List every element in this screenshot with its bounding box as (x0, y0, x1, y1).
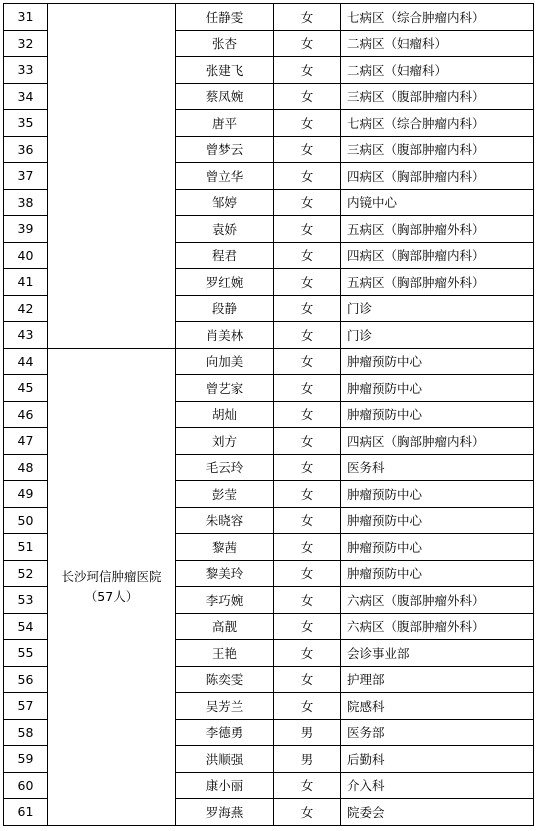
person-sex: 女 (274, 348, 341, 375)
person-sex: 女 (274, 428, 341, 455)
person-name: 胡灿 (176, 401, 274, 428)
person-name: 康小丽 (176, 772, 274, 799)
person-sex: 女 (274, 640, 341, 667)
person-department: 医务科 (341, 454, 534, 481)
hospital-cell-continued (48, 4, 176, 349)
person-name: 高靓 (176, 613, 274, 640)
person-sex: 女 (274, 666, 341, 693)
person-name: 张建飞 (176, 57, 274, 84)
person-department: 门诊 (341, 322, 534, 349)
person-name: 王艳 (176, 640, 274, 667)
person-sex: 女 (274, 375, 341, 402)
person-department: 肿瘤预防中心 (341, 348, 534, 375)
person-name: 毛云玲 (176, 454, 274, 481)
person-sex: 女 (274, 110, 341, 137)
person-sex: 女 (274, 57, 341, 84)
person-name: 曾立华 (176, 163, 274, 190)
person-name: 刘方 (176, 428, 274, 455)
person-sex: 女 (274, 534, 341, 561)
person-sex: 女 (274, 772, 341, 799)
person-name: 程君 (176, 242, 274, 269)
person-sex: 女 (274, 613, 341, 640)
person-department: 门诊 (341, 295, 534, 322)
row-number: 58 (4, 719, 48, 746)
person-department: 五病区（胸部肿瘤外科） (341, 269, 534, 296)
person-department: 肿瘤预防中心 (341, 401, 534, 428)
person-sex: 女 (274, 454, 341, 481)
person-department: 二病区（妇瘤科） (341, 57, 534, 84)
person-department: 四病区（胸部肿瘤内科） (341, 428, 534, 455)
row-number: 46 (4, 401, 48, 428)
person-department: 五病区（胸部肿瘤外科） (341, 216, 534, 243)
person-name: 罗红婉 (176, 269, 274, 296)
person-name: 蔡凤婉 (176, 83, 274, 110)
person-name: 袁娇 (176, 216, 274, 243)
row-number: 37 (4, 163, 48, 190)
row-number: 36 (4, 136, 48, 163)
person-name: 朱晓容 (176, 507, 274, 534)
person-sex: 女 (274, 560, 341, 587)
person-sex: 女 (274, 136, 341, 163)
hospital-cell (48, 348, 176, 825)
person-name: 罗海燕 (176, 799, 274, 826)
person-name: 段静 (176, 295, 274, 322)
row-number: 56 (4, 666, 48, 693)
person-name: 黎美玲 (176, 560, 274, 587)
person-sex: 女 (274, 83, 341, 110)
person-sex: 女 (274, 295, 341, 322)
person-department: 肿瘤预防中心 (341, 375, 534, 402)
person-department: 肿瘤预防中心 (341, 560, 534, 587)
row-number: 40 (4, 242, 48, 269)
person-department: 六病区（腹部肿瘤外科） (341, 587, 534, 614)
row-number: 31 (4, 4, 48, 31)
person-department: 七病区（综合肿瘤内科） (341, 110, 534, 137)
table-row (4, 348, 534, 375)
person-sex: 女 (274, 401, 341, 428)
person-department: 肿瘤预防中心 (341, 481, 534, 508)
person-sex: 女 (274, 799, 341, 826)
person-sex: 女 (274, 163, 341, 190)
row-number: 38 (4, 189, 48, 216)
person-department: 四病区（胸部肿瘤内科） (341, 242, 534, 269)
row-number: 48 (4, 454, 48, 481)
row-number: 42 (4, 295, 48, 322)
person-sex: 女 (274, 322, 341, 349)
row-number: 53 (4, 587, 48, 614)
row-number: 34 (4, 83, 48, 110)
person-sex: 女 (274, 693, 341, 720)
row-number: 55 (4, 640, 48, 667)
hospital-name: 长沙珂信肿瘤医院 (61, 568, 162, 584)
row-number: 59 (4, 746, 48, 773)
row-number: 33 (4, 57, 48, 84)
person-sex: 女 (274, 30, 341, 57)
person-name: 彭莹 (176, 481, 274, 508)
person-department: 三病区（腹部肿瘤内科） (341, 136, 534, 163)
person-name: 曾梦云 (176, 136, 274, 163)
row-number: 51 (4, 534, 48, 561)
row-number: 47 (4, 428, 48, 455)
person-sex: 女 (274, 507, 341, 534)
row-number: 44 (4, 348, 48, 375)
person-name: 任静雯 (176, 4, 274, 31)
row-number: 35 (4, 110, 48, 137)
person-sex: 女 (274, 242, 341, 269)
row-number: 57 (4, 693, 48, 720)
staff-table-body (4, 4, 534, 826)
row-number: 60 (4, 772, 48, 799)
person-department: 内镜中心 (341, 189, 534, 216)
person-department: 医务部 (341, 719, 534, 746)
row-number: 49 (4, 481, 48, 508)
person-department: 六病区（腹部肿瘤外科） (341, 613, 534, 640)
person-sex: 男 (274, 746, 341, 773)
person-department: 院委会 (341, 799, 534, 826)
person-department: 二病区（妇瘤科） (341, 30, 534, 57)
person-name: 黎茜 (176, 534, 274, 561)
person-name: 李巧婉 (176, 587, 274, 614)
person-department: 介入科 (341, 772, 534, 799)
person-department: 七病区（综合肿瘤内科） (341, 4, 534, 31)
person-name: 肖美林 (176, 322, 274, 349)
row-number: 32 (4, 30, 48, 57)
person-department: 肿瘤预防中心 (341, 534, 534, 561)
row-number: 39 (4, 216, 48, 243)
person-name: 洪顺强 (176, 746, 274, 773)
person-department: 院感科 (341, 693, 534, 720)
person-name: 曾艺家 (176, 375, 274, 402)
person-name: 唐平 (176, 110, 274, 137)
person-sex: 男 (274, 719, 341, 746)
person-name: 向加美 (176, 348, 274, 375)
person-name: 邹婷 (176, 189, 274, 216)
person-sex: 女 (274, 587, 341, 614)
person-name: 吴芳兰 (176, 693, 274, 720)
person-name: 陈奕雯 (176, 666, 274, 693)
row-number: 52 (4, 560, 48, 587)
row-number: 41 (4, 269, 48, 296)
person-department: 会诊事业部 (341, 640, 534, 667)
row-number: 43 (4, 322, 48, 349)
table-row (4, 4, 534, 31)
row-number: 50 (4, 507, 48, 534)
person-sex: 女 (274, 4, 341, 31)
person-name: 李德勇 (176, 719, 274, 746)
row-number: 54 (4, 613, 48, 640)
person-sex: 女 (274, 481, 341, 508)
person-department: 肿瘤预防中心 (341, 507, 534, 534)
row-number: 45 (4, 375, 48, 402)
person-sex: 女 (274, 269, 341, 296)
staff-table (3, 3, 534, 826)
person-department: 四病区（胸部肿瘤内科） (341, 163, 534, 190)
person-department: 后勤科 (341, 746, 534, 773)
person-sex: 女 (274, 216, 341, 243)
person-department: 护理部 (341, 666, 534, 693)
hospital-count: （57人） (84, 588, 139, 604)
row-number: 61 (4, 799, 48, 826)
person-name: 张杏 (176, 30, 274, 57)
person-sex: 女 (274, 189, 341, 216)
person-department: 三病区（腹部肿瘤内科） (341, 83, 534, 110)
